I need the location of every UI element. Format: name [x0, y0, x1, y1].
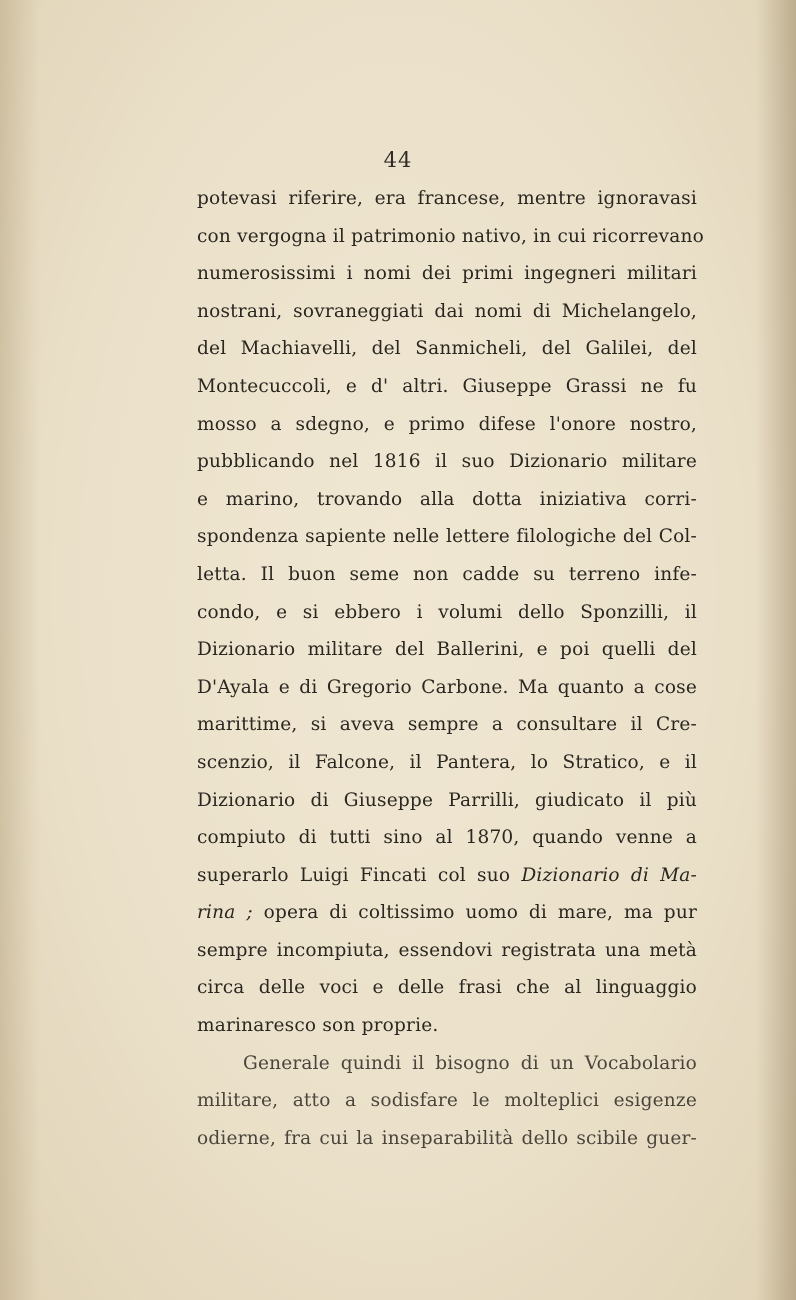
text-line: compiuto di tutti sino al 1870, quando venne a: [197, 827, 697, 849]
text-line: con vergogna il patrimonio nativo, in cui ricorrevano: [197, 225, 704, 247]
text-line: Montecuccoli, e d' altri. Giuseppe Grassi ne fu: [197, 375, 697, 397]
italic-title: rina ;: [197, 902, 253, 924]
text-line: Dizionario di Giuseppe Parrilli, giudicato il più: [197, 789, 697, 811]
page-number: 44: [383, 148, 413, 172]
text-line: letta. Il buon seme non cadde su terreno infe-: [197, 563, 697, 585]
page-edge-left: [0, 0, 40, 1300]
text-line: numerosissimi i nomi dei primi ingegneri militari: [197, 263, 697, 285]
text-line: marinaresco son proprie.: [197, 1015, 439, 1037]
page-edge-right: [756, 0, 796, 1300]
text-line: del Machiavelli, del Sanmicheli, del Galilei, del: [197, 338, 697, 360]
text-line: condo, e si ebbero i volumi dello Sponzilli, il: [197, 601, 697, 623]
text-line: e marino, trovando alla dotta iniziativa corri-: [197, 488, 697, 510]
text-line: circa delle voci e delle frasi che al linguaggio: [197, 977, 697, 999]
text-line: odierne, fra cui la inseparabilità dello scibile guer-: [197, 1127, 697, 1149]
text-line: rina ; opera di coltissimo uomo di mare, ma pur: [197, 902, 697, 924]
text-line: mosso a sdegno, e primo difese l'onore nostro,: [197, 413, 697, 435]
text-line: superarlo Luigi Fincati col suo Dizionario di Ma-: [197, 864, 697, 886]
text-line: Generale quindi il bisogno di un Vocabolario: [243, 1052, 697, 1074]
text-line: marittime, si aveva sempre a consultare il Cre-: [197, 714, 697, 736]
text-line: scenzio, il Falcone, il Pantera, lo Stratico, e il: [197, 751, 697, 773]
text-line: pubblicando nel 1816 il suo Dizionario militare: [197, 451, 697, 473]
text-line: sempre incompiuta, essendovi registrata una metà: [197, 939, 697, 961]
italic-title: Dizionario di Ma-: [521, 864, 697, 886]
text-body: [197, 180, 704, 1157]
text-line: potevasi riferire, era francese, mentre ignoravasi: [197, 188, 697, 209]
text-line: D'Ayala e di Gregorio Carbone. Ma quanto a cose: [197, 676, 697, 698]
text-line: nostrani, sovraneggiati dai nomi di Michelangelo,: [197, 300, 697, 322]
text-line: militare, atto a sodisfare le molteplici esigenze: [197, 1090, 697, 1112]
text-line: Dizionario militare del Ballerini, e poi quelli del: [197, 639, 697, 661]
text-line: spondenza sapiente nelle lettere filologiche del Col-: [197, 526, 697, 548]
